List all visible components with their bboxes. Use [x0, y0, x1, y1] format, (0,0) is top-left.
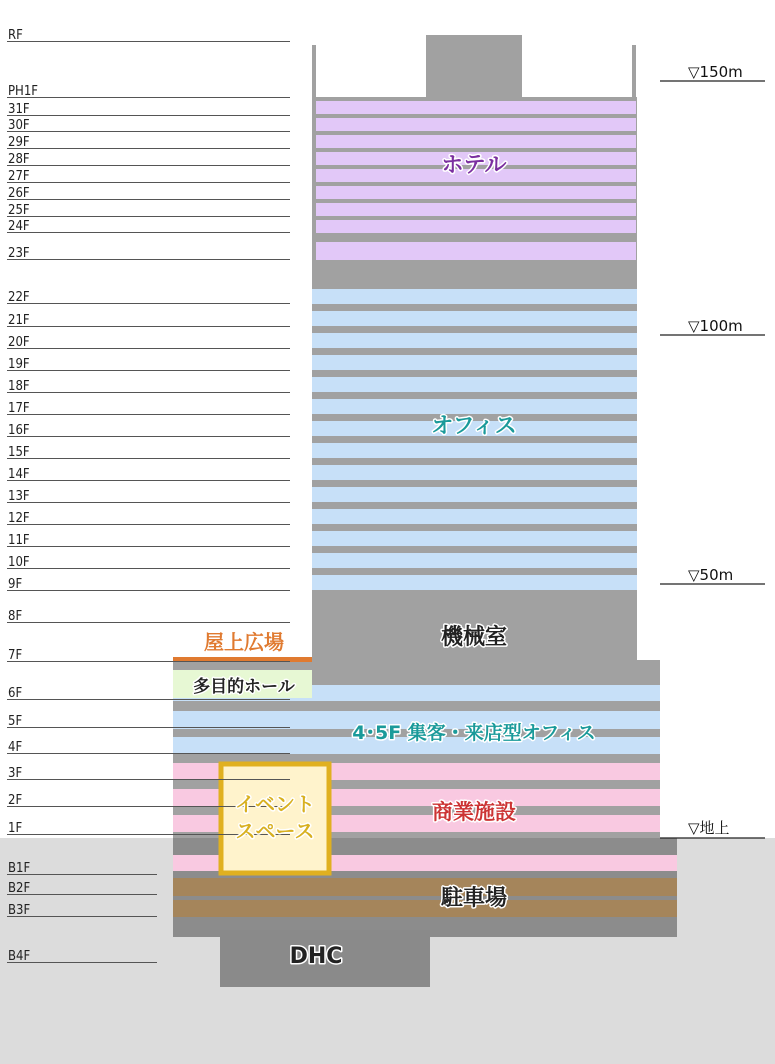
floor-label-16f: 16F [8, 423, 30, 438]
floor-label-6f: 6F [8, 686, 23, 701]
office-floor-band [312, 289, 637, 304]
floor-label-8f: 8F [8, 609, 23, 624]
floor-label-5f: 5F [8, 714, 23, 729]
floor-label-17f: 17F [8, 401, 30, 416]
hotel-floor-band [316, 242, 636, 260]
floor-label-15f: 15F [8, 445, 30, 460]
office-floor-band [312, 443, 637, 458]
rooftop-plaza-label: 屋上広場 [204, 630, 284, 654]
office-label: オフィス [431, 414, 517, 439]
parking-label: 駐車場 [440, 886, 508, 911]
floor-label-22f: 22F [8, 290, 30, 305]
office-floor-band [312, 575, 637, 590]
parking-floor-band [173, 878, 677, 896]
office-floor-band [312, 311, 637, 326]
office-floor-band [312, 553, 637, 568]
floor-label-25f: 25F [8, 203, 30, 218]
office-floor-band [312, 465, 637, 480]
hotel-floor-band [316, 118, 636, 131]
floor-label-b4f: B4F [8, 949, 31, 964]
floor-label-2f: 2F [8, 793, 23, 808]
office-floor-band [312, 509, 637, 524]
hotel-floor-band [316, 203, 636, 216]
floor-label-24f: 24F [8, 219, 30, 234]
floor-label-rf: RF [8, 28, 23, 43]
parapet-left [312, 45, 316, 99]
office-floor-band [312, 377, 637, 392]
floor-label-30f: 30F [8, 118, 30, 133]
rooftop-equipment [426, 35, 522, 99]
floor-label-1f: 1F [8, 821, 23, 836]
floor-label-9f: 9F [8, 577, 23, 592]
parapet-right [632, 45, 636, 99]
elevation-150m: ▽150m [688, 63, 743, 81]
floor-label-3f: 3F [8, 766, 23, 781]
hotel-floor-band [316, 135, 636, 148]
floor-label-28f: 28F [8, 152, 30, 167]
dhc-label: DHC [289, 944, 343, 969]
floor-label-b2f: B2F [8, 881, 31, 896]
commercial-label: 商業施設 [432, 800, 516, 824]
floor-label-20f: 20F [8, 335, 30, 350]
elevation-100m: ▽100m [688, 317, 743, 335]
floor-label-11f: 11F [8, 533, 30, 548]
floor-label-19f: 19F [8, 357, 30, 372]
hotel-floor-band [316, 186, 636, 199]
floor-label-14f: 14F [8, 467, 30, 482]
elevation-50m: ▽50m [688, 566, 734, 584]
hotel-label: ホテル [441, 153, 507, 178]
floor-label-21f: 21F [8, 313, 30, 328]
office-45f-label: 4･5F 集客・来店型オフィス [352, 722, 596, 744]
floor-label-7f: 7F [8, 648, 23, 663]
floor-label-18f: 18F [8, 379, 30, 394]
office-floor-band [312, 487, 637, 502]
elevation-ground: ▽地上 [688, 819, 730, 837]
floor-label-4f: 4F [8, 740, 23, 755]
machine-room-label: 機械室 [440, 625, 508, 650]
office-floor-band [312, 333, 637, 348]
event-space-label-line2: スペース [235, 819, 315, 843]
floor-label-23f: 23F [8, 246, 30, 261]
floor-label-31f: 31F [8, 102, 30, 117]
floor-label-27f: 27F [8, 169, 30, 184]
office-floor-band [312, 531, 637, 546]
parking-floor-band [173, 900, 677, 917]
office-floor-band [312, 355, 637, 370]
floor-label-26f: 26F [8, 186, 30, 201]
floor-label-10f: 10F [8, 555, 30, 570]
floor-label-29f: 29F [8, 135, 30, 150]
event-space-label-line1: イベント [235, 792, 315, 816]
office-floor-band [312, 399, 637, 414]
floor-label-13f: 13F [8, 489, 30, 504]
floor-label-12f: 12F [8, 511, 30, 526]
hotel-floor-band [316, 101, 636, 114]
multipurpose-hall-label: 多目的ホール [193, 677, 295, 697]
floor-label-b3f: B3F [8, 903, 31, 918]
floor-label-ph1f: PH1F [8, 84, 39, 99]
floor-label-b1f: B1F [8, 861, 31, 876]
hotel-floor-band [316, 220, 636, 233]
elevation-markers [660, 63, 765, 838]
